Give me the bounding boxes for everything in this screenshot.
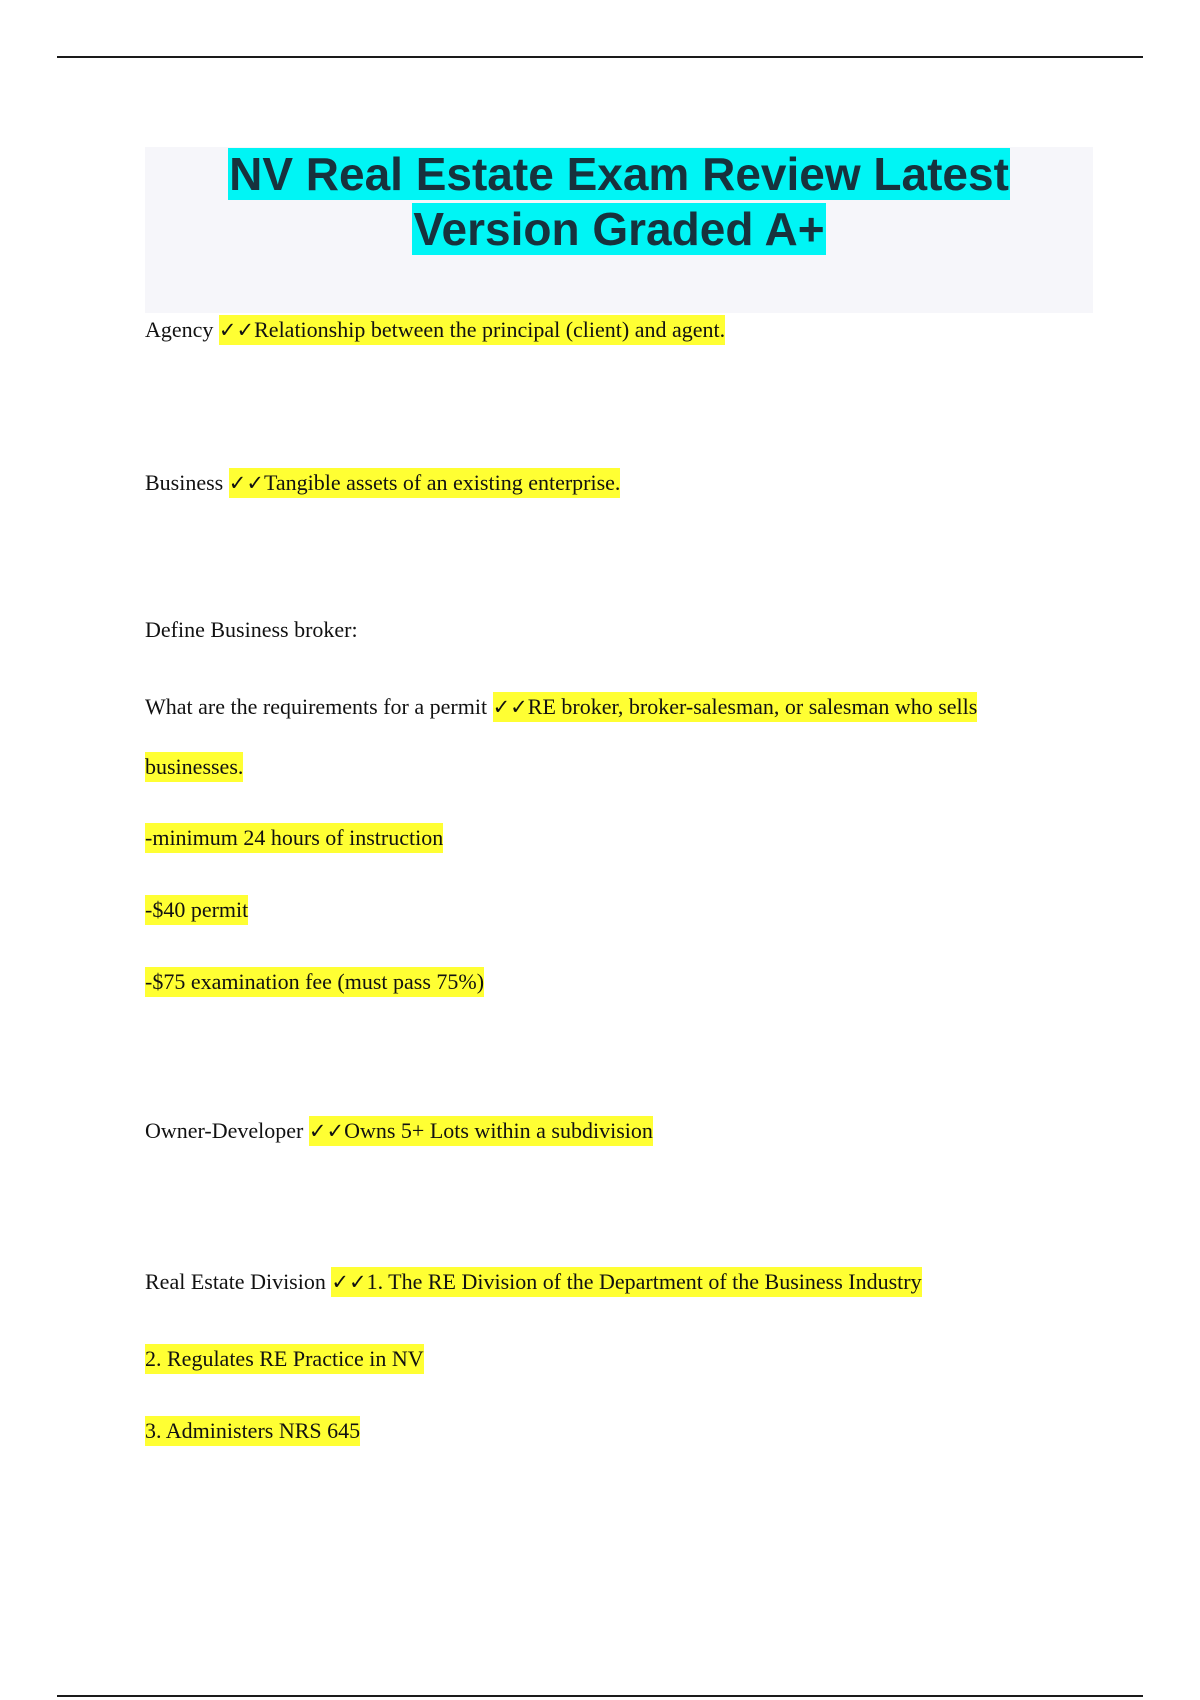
title-line-1: NV Real Estate Exam Review Latest: [229, 148, 1009, 200]
term: What are the requirements for a permit: [145, 694, 488, 719]
bottom-rule: [57, 1695, 1143, 1697]
entry-define-business-broker: [145, 615, 358, 645]
page-title: [145, 147, 1093, 257]
answer-continuation: -minimum 24 hours of instruction: [145, 823, 443, 853]
top-rule: [57, 56, 1143, 58]
answer-continuation: 3. Administers NRS 645: [145, 1416, 360, 1446]
entry-real-estate-division: [145, 1267, 922, 1297]
term: Real Estate Division: [145, 1269, 326, 1294]
answer-highlight: [229, 468, 621, 498]
answer-highlight: [309, 1116, 653, 1146]
answer-highlight: [219, 315, 725, 345]
entry-business: [145, 468, 620, 498]
entry-owner-developer: [145, 1116, 653, 1146]
answer: Owns 5+ Lots within a subdivision: [344, 1118, 653, 1143]
entry-agency: [145, 315, 725, 345]
double-check-icon: ✓✓: [218, 318, 255, 342]
answer-continuation: -$40 permit: [145, 895, 248, 925]
term: Agency: [145, 317, 214, 342]
answer: RE broker, broker-salesman, or salesman who sells: [527, 694, 978, 719]
double-check-icon: ✓✓: [331, 1270, 367, 1294]
answer-highlight: [331, 1267, 921, 1297]
double-check-icon: ✓✓: [308, 1119, 345, 1143]
double-check-icon: ✓✓: [228, 471, 264, 495]
title-line-2: Version Graded A+: [413, 203, 825, 255]
entry-permit-requirements: [145, 692, 977, 722]
term: Business: [145, 470, 224, 495]
answer: 1. The RE Division of the Department of the Business Industry: [366, 1269, 922, 1294]
answer: Tangible assets of an existing enterprise.: [263, 470, 621, 495]
answer-highlight: [493, 692, 978, 722]
answer-continuation: 2. Regulates RE Practice in NV: [145, 1344, 424, 1374]
answer: Relationship between the principal (client) and agent.: [254, 317, 726, 342]
term: Owner-Developer: [145, 1118, 304, 1143]
answer-continuation: -$75 examination fee (must pass 75%): [145, 967, 484, 997]
double-check-icon: ✓✓: [492, 695, 528, 719]
term: Define Business broker:: [145, 617, 358, 642]
answer-continuation: businesses.: [145, 752, 243, 782]
title-banner: [145, 147, 1093, 313]
